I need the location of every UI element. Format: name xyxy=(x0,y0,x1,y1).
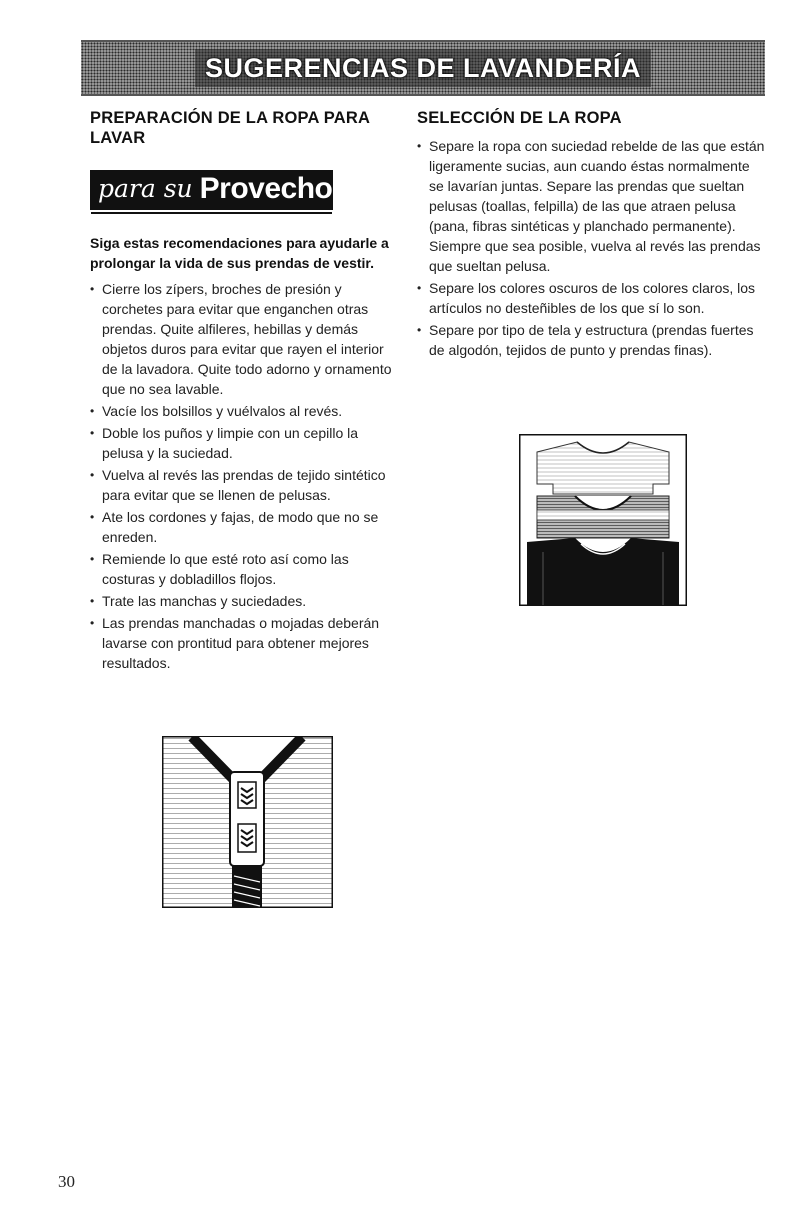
para-su-provecho-logo xyxy=(90,170,333,210)
right-column xyxy=(417,108,767,362)
list-item: • Trate las manchas y suciedades. xyxy=(90,591,400,611)
left-column xyxy=(90,108,400,675)
header-banner xyxy=(81,40,765,96)
list-item: • Vuelva al revés las prendas de tejido sintético para evitar que se llenen de pelusas. xyxy=(90,465,400,505)
section-heading-selection: SELECCIÓN DE LA ROPA xyxy=(417,109,622,127)
list-item: • Doble los puños y limpie con un cepillo la pelusa y la suciedad. xyxy=(90,423,400,463)
list-item: • Separe por tipo de tela y estructura (prendas fuertes de algodón, tejidos de punto y prendas finas). xyxy=(417,320,767,360)
preparation-list xyxy=(90,279,400,673)
page-number: 30 xyxy=(58,1172,75,1191)
page-title: SUGERENCIAS DE LAVANDERÍA xyxy=(195,49,651,87)
list-item: • Vacíe los bolsillos y vuélvalos al revés. xyxy=(90,401,400,421)
list-item: • Las prendas manchadas o mojadas deberán lavarse con prontitud para obtener mejores resultados. xyxy=(90,613,400,673)
list-item: • Ate los cordones y fajas, de modo que no se enreden. xyxy=(90,507,400,547)
intro-text: Siga estas recomendaciones para ayudarle a prolongar la vida de sus prendas de vestir. xyxy=(90,235,389,271)
list-item: • Separe la ropa con suciedad rebelde de las que están ligeramente sucias, aun cuando éstas normalmente se lavarían juntas. Separe las prendas que sueltan pelusas (toallas, felpilla) de las que atraen pelusa (pana, fibras sintéticas y planchado permanente). Siempre que sea posible, vuelva al revés las prendas que sueltan pelusa. xyxy=(417,136,767,276)
list-item: • Separe los colores oscuros de los colores claros, los artículos no desteñibles de los que sí lo son. xyxy=(417,278,767,318)
logo-script-text: para su xyxy=(98,174,193,203)
list-item: • Cierre los zípers, broches de presión y corchetes para evitar que enganchen otras prendas. Quite alfileres, hebillas y demás objetos duros para evitar que rayen el interior de la lavadora. Quite todo adorno y ornamento que no sea lavable. xyxy=(90,279,400,399)
logo-bold-text: Provecho xyxy=(199,171,333,205)
list-item: • Remiende lo que esté roto así como las costuras y dobladillos flojos. xyxy=(90,549,400,589)
selection-list xyxy=(417,136,767,360)
section-heading-preparation: PREPARACIÓN DE LA ROPA PARA LAVAR xyxy=(90,109,370,147)
zipper-illustration xyxy=(162,736,333,908)
stacked-shirts-illustration xyxy=(519,434,687,606)
